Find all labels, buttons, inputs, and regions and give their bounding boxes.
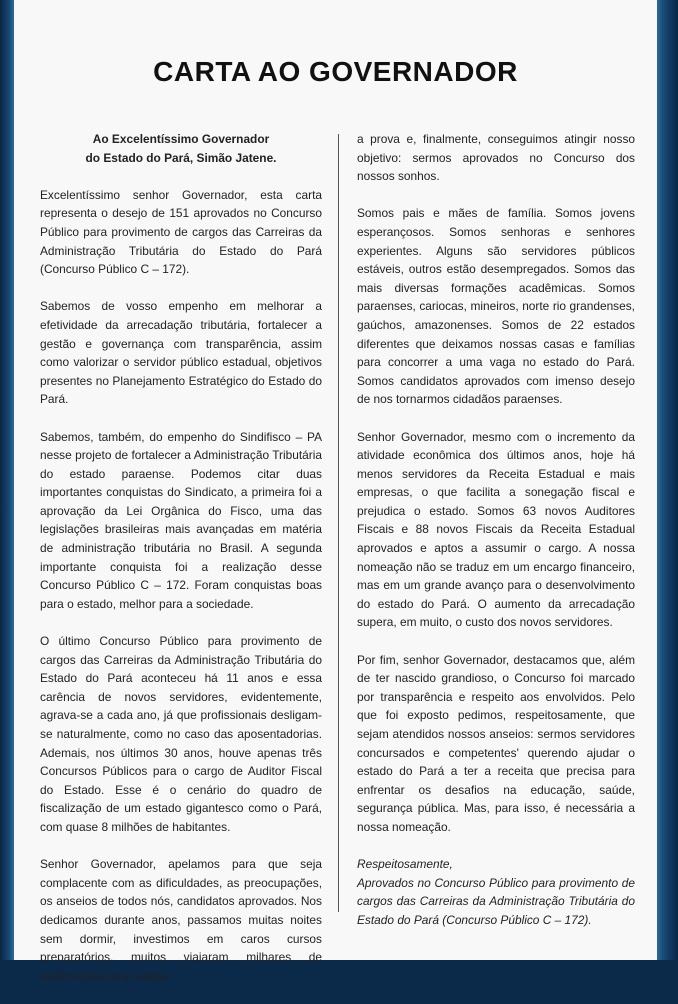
page-title: CARTA AO GOVERNADOR	[153, 56, 518, 87]
paragraph: Senhor Governador, mesmo com o incremento da atividade econômica dos últimos anos, hoje há menos servidores da Receita Estadual e mais empresas, o que facilita a sonegação fiscal e prejudica o estado. Somos 63 novos Auditores Fiscais e 88 novos Fiscais da Receita Estadual aprovados e aptos a assumir o cargo. A nossa nomeação não se traduz em um encargo financeiro, mas em um grande avanço para o desenvolvimento do estado do Pará. O aumento da arrecadação supera, em muito, o custo dos novos servidores.	[357, 429, 635, 630]
page-frame-right	[657, 0, 678, 960]
address-line-1: Ao Excelentíssimo Governador	[92, 132, 270, 146]
left-column	[40, 130, 322, 1004]
right-column	[357, 130, 635, 948]
address-line-2: do Estado do Pará, Simão Jatene.	[85, 150, 277, 165]
address-block	[40, 130, 322, 167]
paragraph: Por fim, senhor Governador, destacamos que, além de ter nascido grandioso, o Concurso foi marcado por transparência e respeito aos envolvidos. Pelo que foi exposto pedimos, respeitosamente, que sejam atendidos nossos anseios: sermos servidores concursados e competentes' querendo ajudar o estado do Pará a ter a receita que precisa para enfrentar os desafios na educação, saúde, segurança pública. Mas, para isso, é necessária a nossa nomeação.	[357, 652, 635, 834]
column-divider	[338, 134, 339, 912]
paragraph: Sabemos de vosso empenho em melhorar a efetividade da arrecadação tributária, fortalecer a gestão e governança com transparência, assim como valorizar o servidor público estadual, objetivos presentes no Planejamento Estratégico do Estado do Pará.	[40, 299, 322, 407]
closing-salutation: Respeitosamente,	[357, 857, 453, 872]
paragraph: Excelentíssimo senhor Governador, esta carta representa o desejo de 151 aprovados no Concurso Público para provimento de cargos das Carreiras da Administração Tributária do Estado do Pará (Concurso Público C – 172).	[40, 187, 322, 277]
page-frame-left	[0, 0, 14, 960]
letter-page	[14, 0, 657, 983]
paragraph: Senhor Governador, apelamos para que seja complacente com as dificuldades, as preocupações, os anseios de todos nós, candidatos aprovados. Nos dedicamos durante anos, passamos muitas noites sem dormir, investimos em caros cursos preparatórios, muitos viajaram milhares de quilômetros para realizar	[40, 857, 322, 983]
paragraph: O último Concurso Público para provimento de cargos das Carreiras da Administração Tributária do Estado do Pará aconteceu há 11 anos e essa carência de novos servidores, evidentemente, agrava-se a cada ano, já que profissionais desligam-se naturalmente, como no caso das aposentadorias. Ademais, nos últimos 30 anos, houve apenas três Concursos Públicos para o cargo de Auditor Fiscal do Estado. Esse é o cenário do quadro de fiscalização de um estado gigantesco como o Pará, com quase 8 milhões de habitantes.	[40, 634, 322, 834]
paragraph: a prova e, finalmente, conseguimos atingir nosso objetivo: sermos aprovados no Concurso dos nossos sonhos.	[357, 132, 635, 184]
closing-block	[357, 855, 635, 929]
paragraph: Sabemos, também, do empenho do Sindifisco – PA nesse projeto de fortalecer a Administração Tributária do estado paraense. Podemos citar duas importantes conquistas do Sindicato, a primeira foi a aprovação da Lei Orgânica do Fisco, uma das legislações brasileiras mais avançadas em matéria de administração tributária no Brasil. A segunda importante conquista foi a realização desse Concurso Público C – 172. Foram conquistas boas para o estado, melhor para a sociedade.	[40, 429, 322, 611]
paragraph: Somos pais e mães de família. Somos jovens esperançosos. Somos senhoras e senhores experientes. Alguns são servidores públicos estáveis, outros estão desempregados. Somos das mais diversas formações acadêmicas. Somos paraenses, cariocas, mineiros, norte rio grandenses, gaúchos, amazonenses. Somos de 22 estados diferentes que deixamos nossas casas e famílias para concorrer a uma vaga no estado do Pará. Somos candidatos aprovados com imenso desejo de nos tornarmos cidadãos paraenses.	[357, 206, 635, 407]
closing-signature: Aprovados no Concurso Público para provimento de cargos das Carreiras da Administração Tributária do Estado do Pará (Concurso Público C – 172).	[357, 875, 635, 927]
